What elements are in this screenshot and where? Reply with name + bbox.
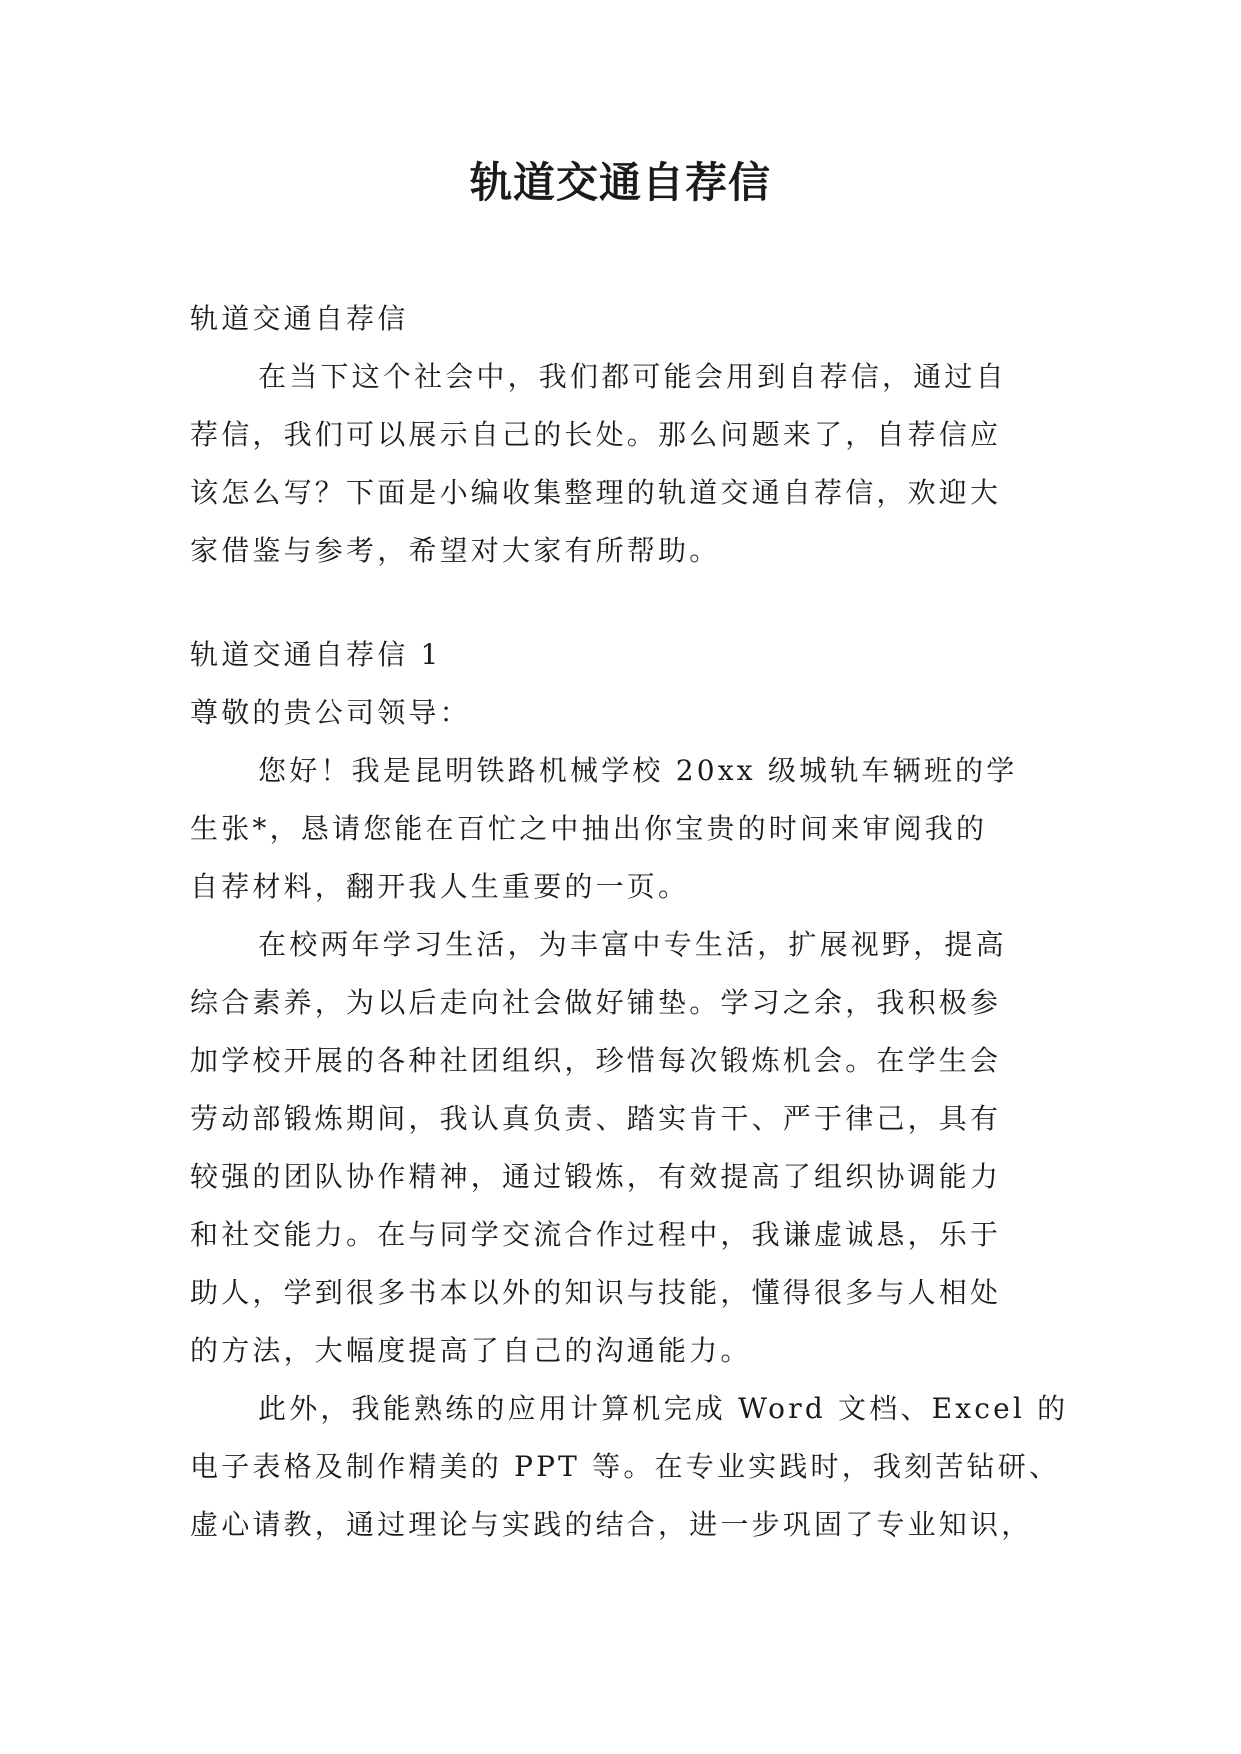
document-body <box>190 290 1069 1554</box>
text-line: 您好！我是昆明铁路机械学校 20xx 级城轨车辆班的学 <box>258 754 1018 787</box>
text-line: 劳动部锻炼期间，我认真负责、踏实肯干、严于律己，具有 <box>190 1102 1002 1135</box>
paragraph-skills <box>190 1380 1069 1554</box>
text-line: 助人，学到很多书本以外的知识与技能，懂得很多与人相处 <box>190 1276 1002 1309</box>
text-line: 和社交能力。在与同学交流合作过程中，我谦虚诚恳，乐于 <box>190 1218 1002 1251</box>
paragraph-school-life <box>190 916 1050 1380</box>
document-subtitle: 轨道交通自荐信 <box>190 302 409 335</box>
text-line: 加学校开展的各种社团组织，珍惜每次锻炼机会。在学生会 <box>190 1044 1002 1077</box>
text-line: 在当下这个社会中，我们都可能会用到自荐信，通过自 <box>258 360 1007 393</box>
text-line: 生张*，恳请您能在百忙之中抽出你宝贵的时间来审阅我的 <box>190 812 988 845</box>
text-line: 此外，我能熟练的应用计算机完成 Word 文档、Excel 的 <box>258 1392 1069 1425</box>
intro-paragraph <box>190 348 1050 580</box>
paragraph-greeting <box>190 742 1050 916</box>
text-line: 自荐材料，翻开我人生重要的一页。 <box>190 870 690 903</box>
text-line: 电子表格及制作精美的 PPT 等。在专业实践时，我刻苦钻研、 <box>190 1450 1061 1483</box>
text-line: 该怎么写？下面是小编收集整理的轨道交通自荐信，欢迎大 <box>190 476 1002 509</box>
text-line: 的方法，大幅度提高了自己的沟通能力。 <box>190 1334 752 1367</box>
text-line: 综合素养，为以后走向社会做好铺垫。学习之余，我积极参 <box>190 986 1002 1019</box>
salutation: 尊敬的贵公司领导： <box>190 696 471 729</box>
text-line: 在校两年学习生活，为丰富中专生活，扩展视野，提高 <box>258 928 1007 961</box>
text-line: 家借鉴与参考，希望对大家有所帮助。 <box>190 534 721 567</box>
text-line: 虚心请教，通过理论与实践的结合，进一步巩固了专业知识， <box>190 1508 1033 1541</box>
text-line: 较强的团队协作精神，通过锻炼，有效提高了组织协调能力 <box>190 1160 1002 1193</box>
document-title: 轨道交通自荐信 <box>469 158 771 207</box>
text-line: 荐信，我们可以展示自己的长处。那么问题来了，自荐信应 <box>190 418 1002 451</box>
section-heading: 轨道交通自荐信 1 <box>190 638 442 671</box>
